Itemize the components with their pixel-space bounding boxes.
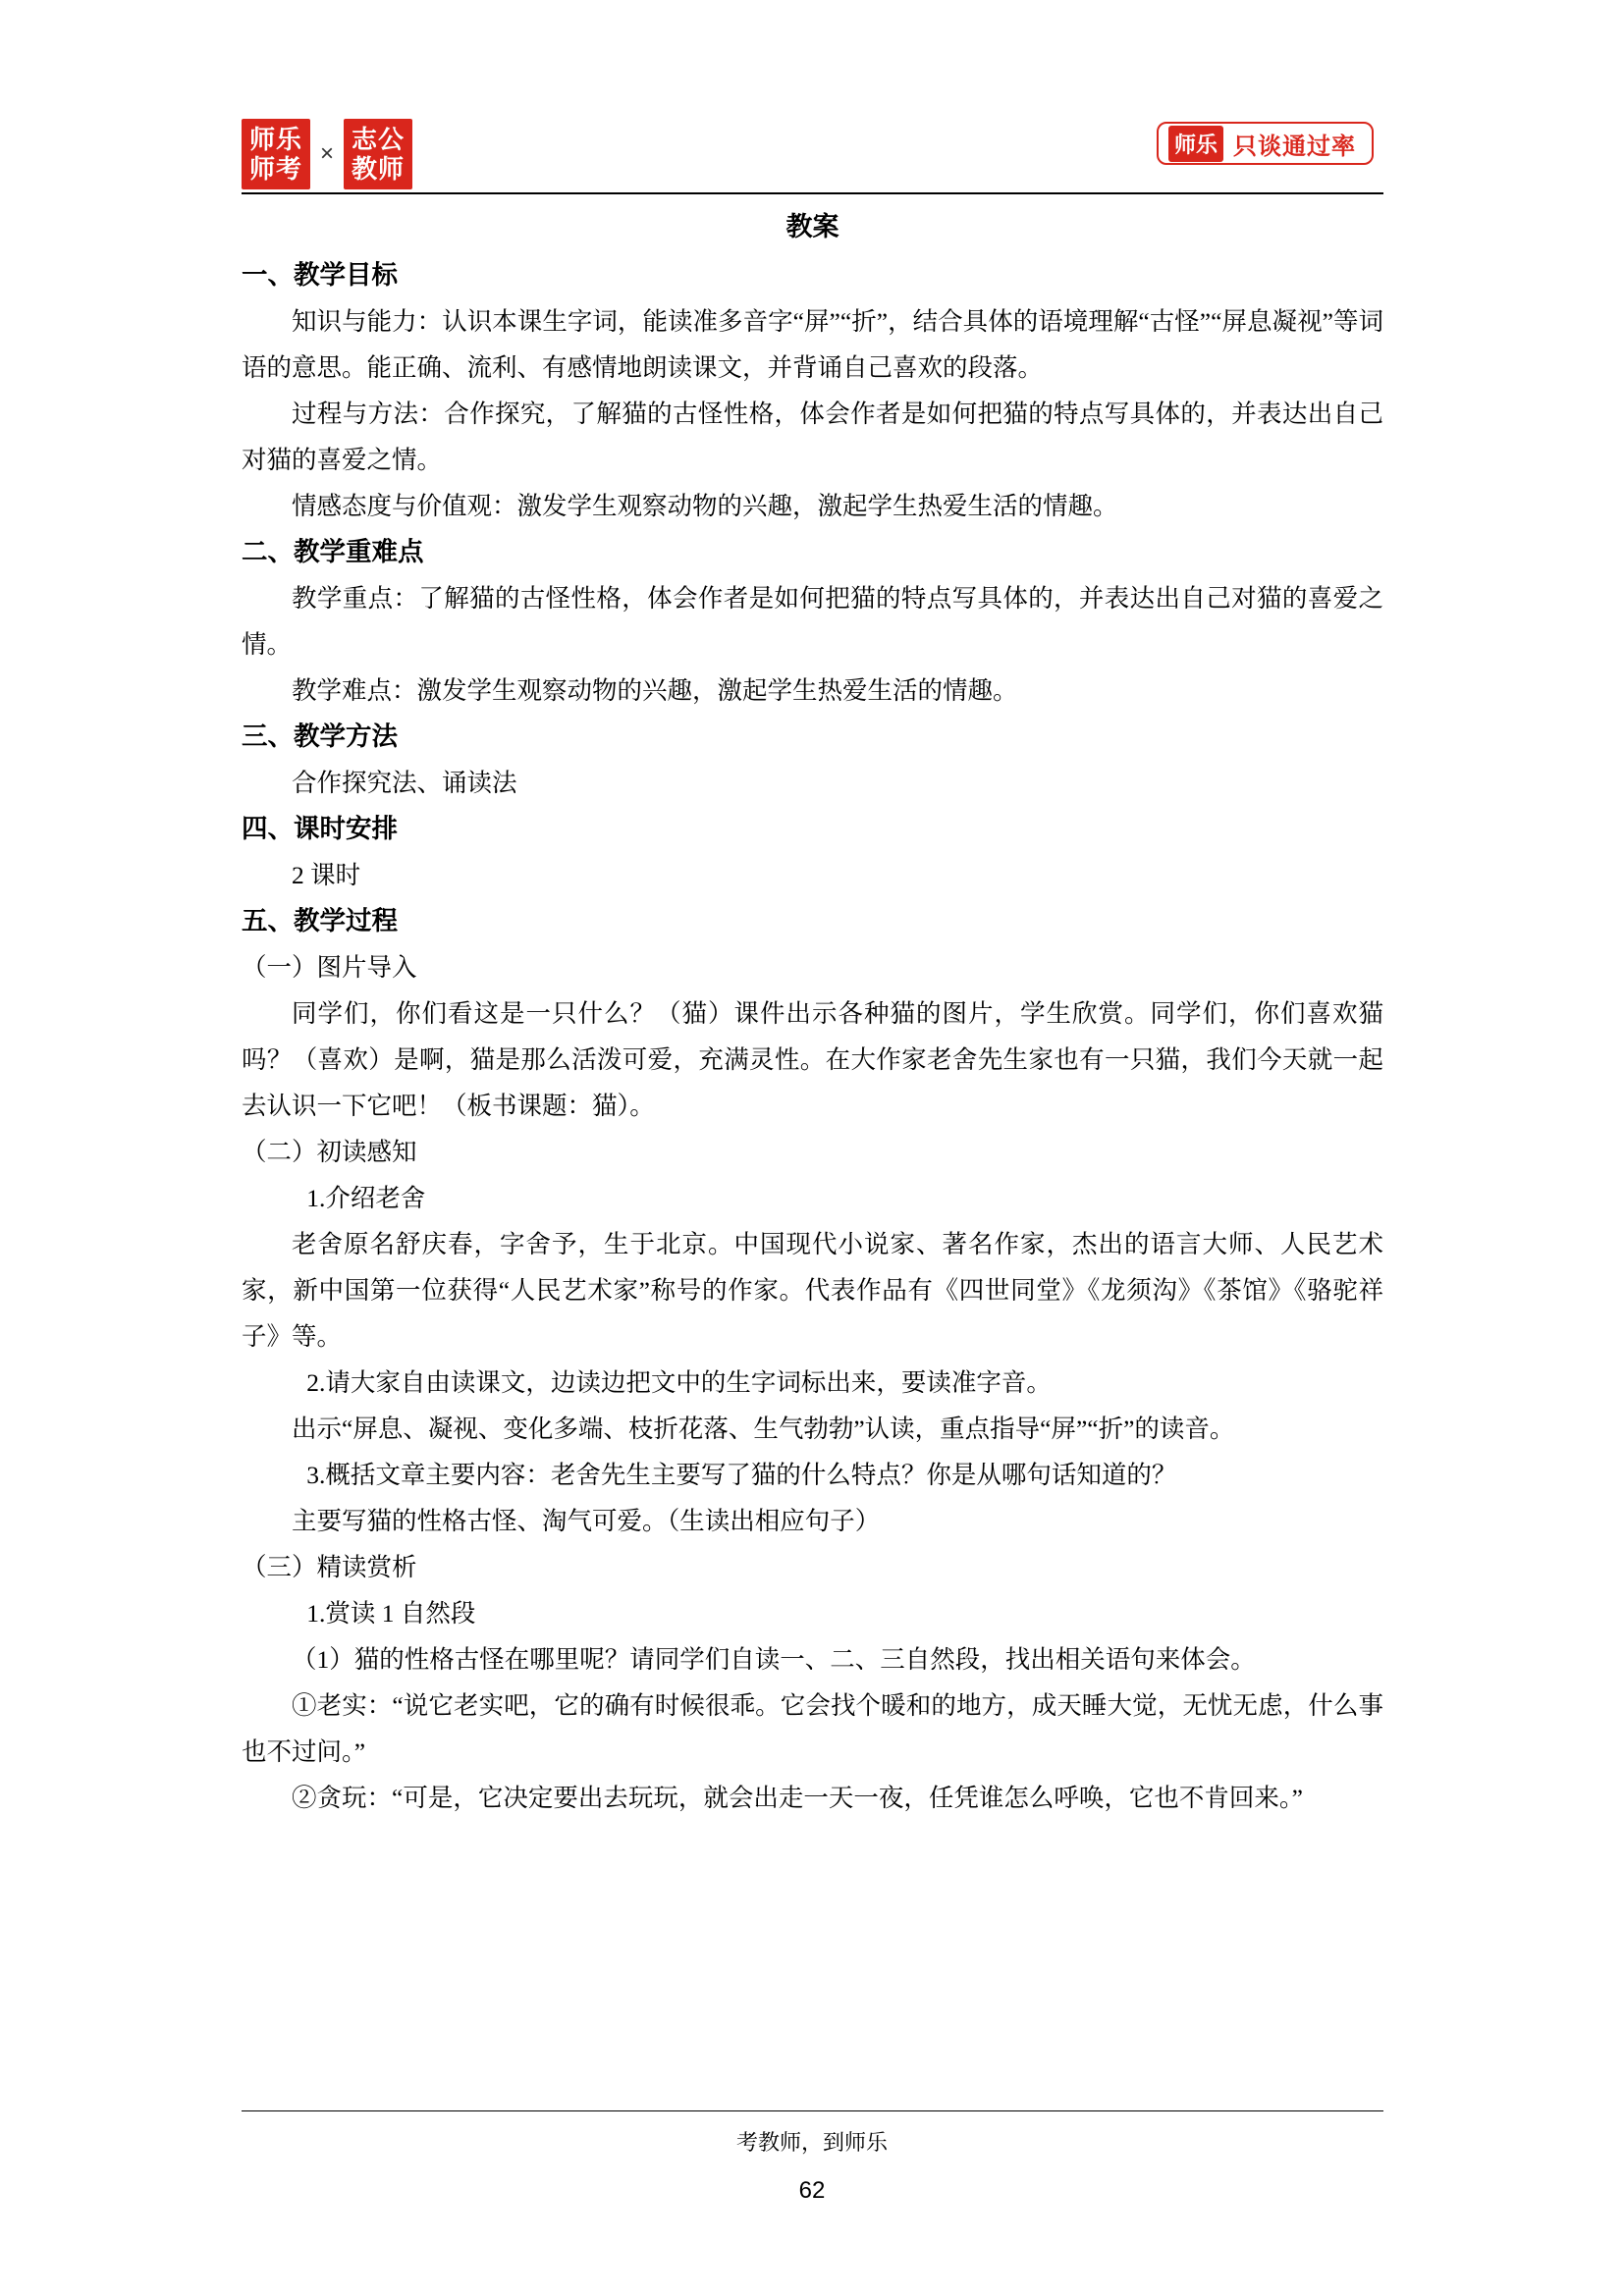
logo-cross-icon: × <box>320 140 335 167</box>
header-divider <box>242 192 1383 194</box>
brand-logo-shile-line1: 师乐 <box>249 125 303 154</box>
section-5-sub-2-item-1: 1.介绍老舍 <box>306 1184 426 1212</box>
section-heading-3: 三、教学方法 <box>242 721 398 751</box>
section-heading-4: 四、课时安排 <box>242 814 398 843</box>
page-number: 62 <box>798 2177 826 2204</box>
slogan-badge <box>1157 122 1374 165</box>
section-5-sub-3-heading: （三）精读赏析 <box>242 1553 417 1581</box>
slogan-text: 只谈通过率 <box>1233 133 1356 160</box>
page-header <box>0 116 1624 204</box>
brand-logo-zhigong-line2: 教师 <box>352 154 406 184</box>
page-title: 教案 <box>785 212 839 241</box>
brand-logo-zhigong-line1: 志公 <box>352 125 406 154</box>
section-5-sub-1-heading: （一）图片导入 <box>242 953 417 982</box>
section-1-para-1: 知识与能力：认识本课生字词，能读准多音字“屏”“折”，结合具体的语境理解“古怪”“屏息凝视”等词语的意思。能正确、流利、有感情地朗读课文，并背诵自己喜欢的段落。 <box>242 307 1383 382</box>
section-heading-2: 二、教学重难点 <box>242 537 424 566</box>
section-5-sub-2-para-3: 主要写猫的性格古怪、淘气可爱。（生读出相应句子） <box>292 1507 881 1535</box>
section-5-sub-2-item-2: 2.请大家自由读课文，边读边把文中的生字词标出来，要读准字音。 <box>306 1368 1052 1397</box>
document-body <box>242 204 1383 1821</box>
section-1-para-3: 情感态度与价值观：激发学生观察动物的兴趣，激起学生热爱生活的情趣。 <box>292 492 1118 520</box>
section-5-sub-3-para-2: ①老实：“说它老实吧，它的确有时候很乖。它会找个暖和的地方，成天睡大觉，无忧无虑，什么事也不过问。” <box>242 1691 1383 1766</box>
brand-logo-shile <box>242 119 310 189</box>
section-5-sub-1-para-1: 同学们，你们看这是一只什么？（猫）课件出示各种猫的图片，学生欣赏。同学们，你们喜欢猫吗？（喜欢）是啊，猫是那么活泼可爱，充满灵性。在大作家老舍先生家也有一只猫，我们今天就一起去认识一下它吧！（板书课题：猫）。 <box>242 999 1383 1120</box>
section-2-para-1: 教学重点：了解猫的古怪性格，体会作者是如何把猫的特点写具体的，并表达出自己对猫的喜爱之情。 <box>242 584 1383 659</box>
footer-note: 考教师，到师乐 <box>735 2130 888 2155</box>
section-heading-1: 一、教学目标 <box>242 260 398 290</box>
section-5-sub-2-para-1: 老舍原名舒庆春，字舍予，生于北京。中国现代小说家、著名作家，杰出的语言大师、人民艺术家，新中国第一位获得“人民艺术家”称号的作家。代表作品有《四世同堂》《龙须沟》《茶馆》《骆驼祥子》等。 <box>242 1230 1383 1351</box>
section-5-sub-3-para-1: （1）猫的性格古怪在哪里呢？请同学们自读一、二、三自然段，找出相关语句来体会。 <box>292 1645 1256 1674</box>
section-5-sub-3-item-1: 1.赏读 1 自然段 <box>306 1599 476 1628</box>
section-heading-5: 五、教学过程 <box>242 906 398 935</box>
section-1-para-2: 过程与方法：合作探究，了解猫的古怪性格，体会作者是如何把猫的特点写具体的，并表达出自己对猫的喜爱之情。 <box>242 400 1383 474</box>
footer-divider <box>242 2110 1383 2111</box>
section-5-sub-3-para-3: ②贪玩：“可是，它决定要出去玩玩，就会出走一天一夜，任凭谁怎么呼唤，它也不肯回来。” <box>292 1784 1303 1812</box>
section-5-sub-2-para-2: 出示“屏息、凝视、变化多端、枝折花落、生气勃勃”认读，重点指导“屏”“折”的读音。 <box>292 1415 1235 1443</box>
section-2-para-2: 教学难点：激发学生观察动物的兴趣，激起学生热爱生活的情趣。 <box>292 676 1018 705</box>
brand-logo-shile-line2: 师考 <box>249 154 303 184</box>
brand-logo-zhigong <box>344 119 412 189</box>
logo-left <box>242 116 412 192</box>
section-3-para-1: 合作探究法、诵读法 <box>292 769 517 797</box>
section-5-sub-2-item-3: 3.概括文章主要内容：老舍先生主要写了猫的什么特点？你是从哪句话知道的？ <box>306 1461 1177 1489</box>
slogan-brand: 师乐 <box>1168 126 1223 162</box>
section-5-sub-2-heading: （二）初读感知 <box>242 1138 417 1166</box>
section-4-para-1: 2 课时 <box>292 861 361 889</box>
